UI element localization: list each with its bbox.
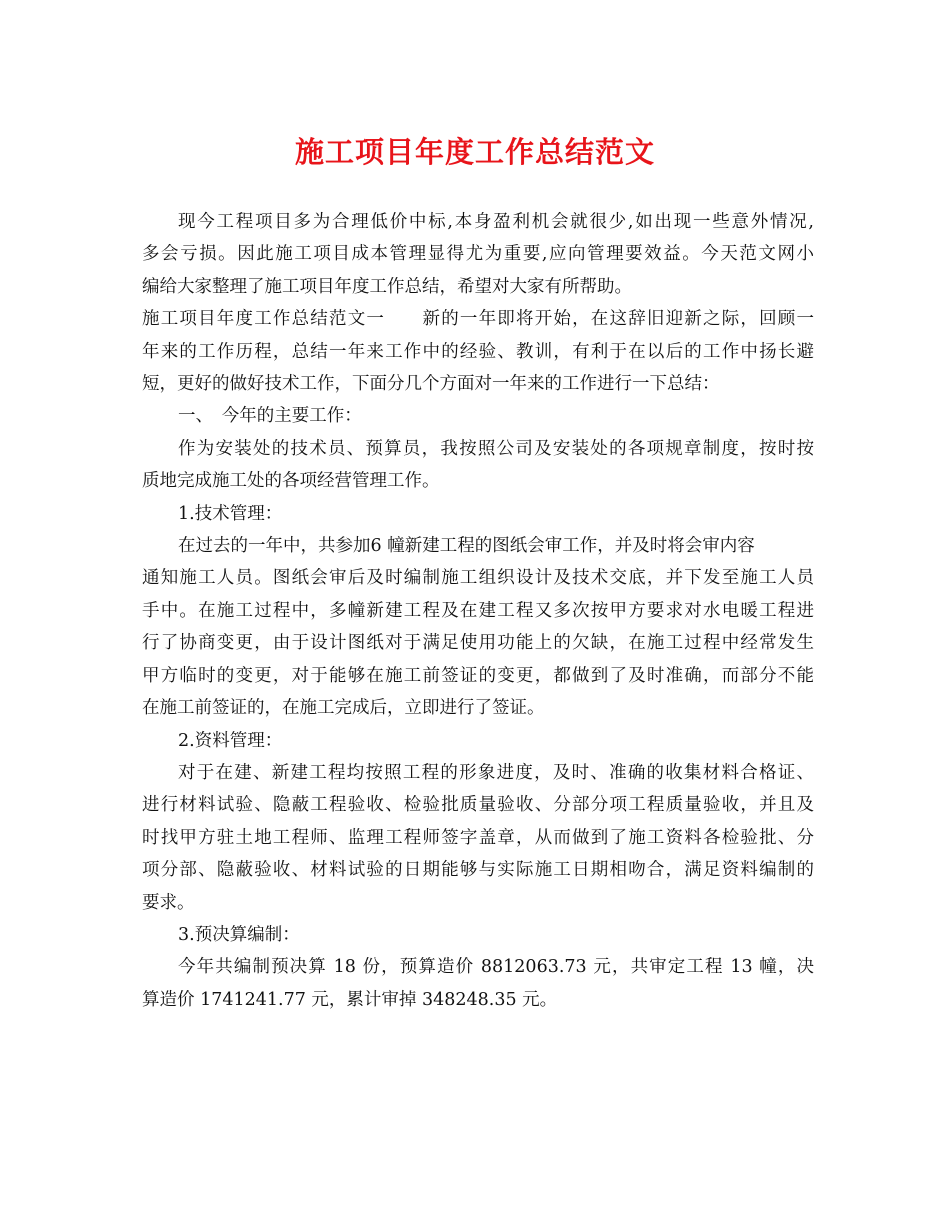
text-line: 手中。在施工过程中，多幢新建工程及在建工程又多次按甲方要求对水电暖工程进 bbox=[142, 600, 814, 621]
text-line: 今年共编制预决算 18 份，预算造价 8812063.73 元，共审定工程 13 幢，决 bbox=[178, 957, 814, 978]
text-line: 甲方临时的变更，对于能够在施工前签证的变更，都做到了及时准确，而部分不能 bbox=[142, 665, 814, 686]
text-line: 对于在建、新建工程均按照工程的形象进度，及时、准确的收集材料合格证、 bbox=[178, 762, 814, 783]
text-line: 现今工程项目多为合理低价中标,本身盈利机会就很少,如出现一些意外情况, bbox=[178, 212, 814, 232]
text-line: 2.资料管理： bbox=[178, 730, 283, 751]
text-line: 质地完成施工处的各项经营管理工作。 bbox=[142, 471, 440, 492]
text-line: 年来的工作历程，总结一年来工作中的经验、教训，有利于在以后的工作中扬长避 bbox=[142, 341, 814, 362]
text-line: 3.预决算编制： bbox=[178, 924, 300, 945]
text-line: 行了协商变更，由于设计图纸对于满足使用功能上的欠缺，在施工过程中经常发生 bbox=[142, 633, 814, 654]
text-line: 时找甲方驻土地工程师、监理工程师签字盖章，从而做到了施工资料各检验批、分 bbox=[142, 827, 814, 848]
text-line: 进行材料试验、隐蔽工程验收、检验批质量验收、分部分项工程质量验收，并且及 bbox=[142, 795, 814, 816]
text-line: 施工项目年度工作总结范文一 新的一年即将开始，在这辞旧迎新之际，回顾一 bbox=[142, 309, 814, 330]
text-line: 算造价 1741241.77 元，累计审掉 348248.35 元。 bbox=[142, 989, 558, 1010]
text-line: 项分部、隐蔽验收、材料试验的日期能够与实际施工日期相吻合，满足资料编制的 bbox=[142, 860, 814, 881]
text-line: 要求。 bbox=[142, 892, 195, 913]
text-line: 1.技术管理： bbox=[178, 503, 283, 524]
text-line: 短，更好的做好技术工作，下面分几个方面对一年来的工作进行一下总结： bbox=[142, 374, 720, 395]
text-line: 通知施工人员。图纸会审后及时编制施工组织设计及技术交底，并下发至施工人员 bbox=[142, 568, 814, 589]
document-body bbox=[142, 206, 814, 1016]
text-line: 在过去的一年中，共参加6 幢新建工程的图纸会审工作，并及时将会审内容 bbox=[178, 536, 755, 557]
text-line: 编给大家整理了施工项目年度工作总结，希望对大家有所帮助。 bbox=[142, 276, 632, 297]
text-line: 一、 今年的主要工作： bbox=[178, 406, 362, 427]
text-line: 在施工前签证的，在施工完成后，立即进行了签证。 bbox=[142, 698, 545, 719]
text-line: 作为安装处的技术员、预算员，我按照公司及安装处的各项规章制度，按时按 bbox=[178, 438, 814, 459]
text-line: 多会亏损。因此施工项目成本管理显得尤为重要,应向管理要效益。今天范文网小 bbox=[142, 244, 814, 265]
document-title: 施工项目年度工作总结范文 bbox=[294, 135, 655, 169]
